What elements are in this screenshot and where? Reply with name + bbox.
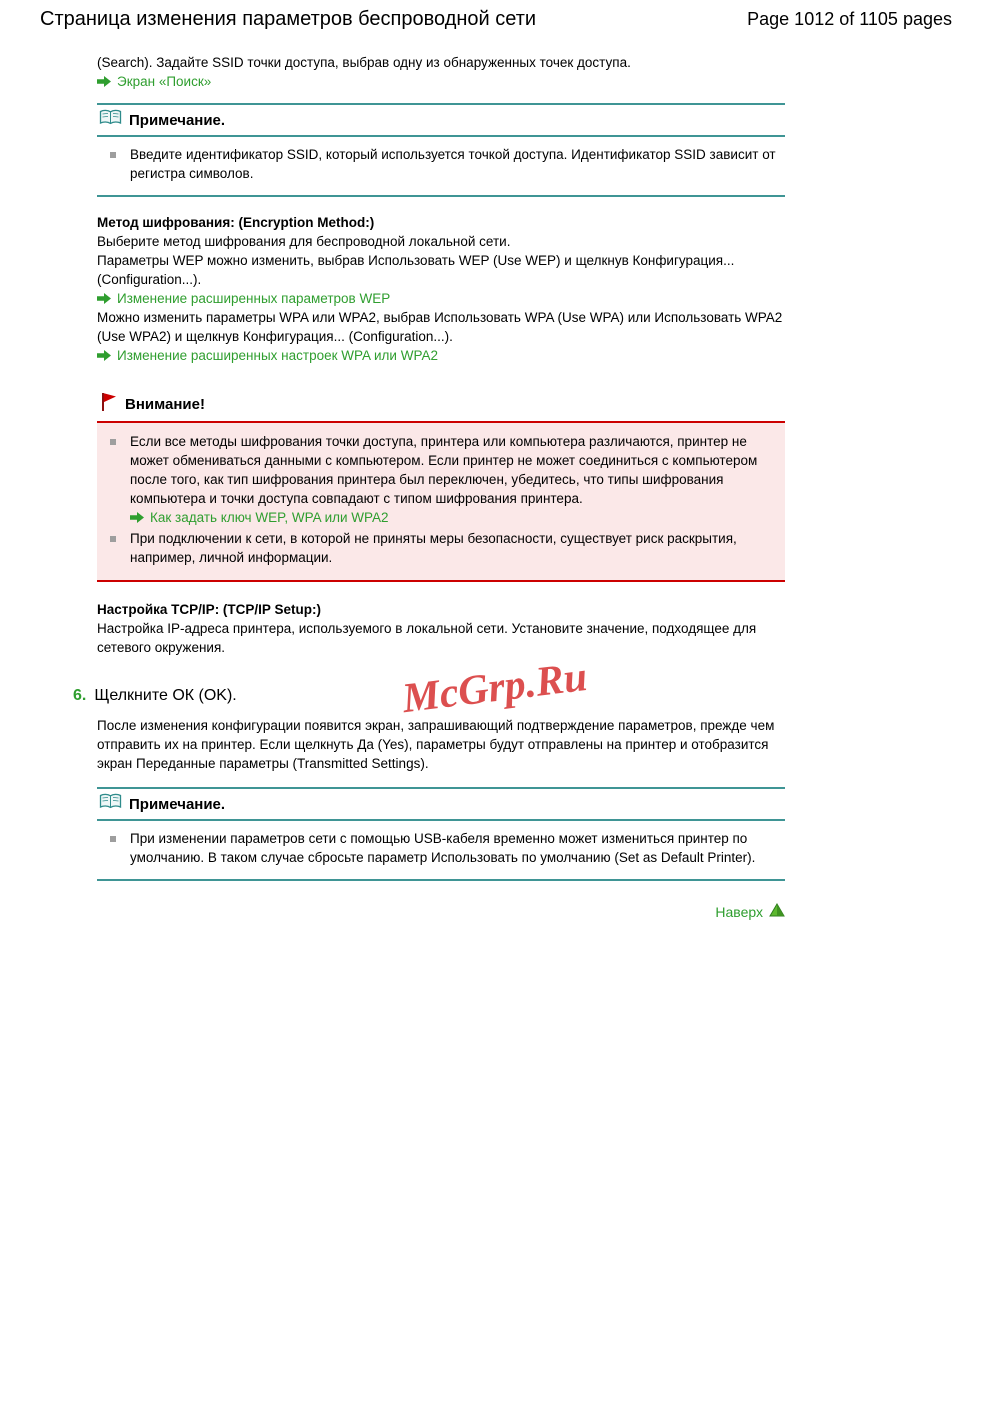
step-row bbox=[73, 685, 785, 707]
note-rule-bottom bbox=[97, 195, 785, 197]
link-label: Экран «Поиск» bbox=[117, 74, 212, 89]
step-paragraph: После изменения конфигурации появится экран, запрашивающий подтверждение параметров, прежде чем отправить их на принтер. Если щелкнуть Да (Yes), параметры будут отправлены на принтер и отобразится экран Переданные параметры (Transmitted Settings). bbox=[97, 718, 775, 771]
note-title: Примечание. bbox=[129, 795, 226, 813]
link-label: Как задать ключ WEP, WPA или WPA2 bbox=[150, 510, 389, 525]
step-number: 6. bbox=[73, 687, 87, 704]
tcpip-section bbox=[97, 600, 785, 657]
warning-title-row bbox=[97, 389, 785, 421]
note-title: Примечание. bbox=[129, 111, 226, 129]
note-list bbox=[97, 821, 785, 879]
warning-list bbox=[97, 423, 785, 580]
watermark: McGrp.Ru bbox=[399, 653, 590, 723]
back-to-top-icon bbox=[769, 903, 785, 922]
link-arrow-icon bbox=[97, 350, 111, 361]
note-item: Введите идентификатор SSID, который используется точкой доступа. Идентификатор SSID зависит от регистра символов. bbox=[97, 145, 785, 183]
warning-rule-bottom bbox=[97, 580, 785, 582]
note-book-icon bbox=[99, 109, 122, 131]
intro-section bbox=[97, 53, 785, 91]
back-to-top-label: Наверх bbox=[715, 904, 763, 920]
warning-body bbox=[97, 423, 785, 580]
encryption-paragraph: Можно изменить параметры WPA или WPA2, выбрав Использовать WPA (Use WPA) или Использовать WPA2 (Use WPA2) и щелкнув Конфигурация... (Configuration...). bbox=[97, 310, 783, 344]
note-book-icon bbox=[99, 793, 122, 815]
warning-block bbox=[97, 389, 785, 582]
step-section bbox=[73, 685, 785, 773]
wpa-advanced-link[interactable] bbox=[97, 346, 785, 365]
link-arrow-icon bbox=[130, 512, 144, 523]
link-label: Изменение расширенных настроек WPA или WPA2 bbox=[117, 348, 438, 363]
back-to-top-row bbox=[97, 903, 785, 922]
warning-item-text: Если все методы шифрования точки доступа, принтера или компьютера различаются, принтер не может обмениваться данными с компьютером. Если принтер не может соединиться с компьютером после того, как тип шифрования принтера был переключен, убедитесь, что типы шифрования компьютера и точки доступа совпадают с типом шифрования принтера. bbox=[130, 434, 758, 506]
link-arrow-icon bbox=[97, 76, 111, 87]
page-header bbox=[0, 0, 1000, 31]
page-number: Page 1012 of 1105 pages bbox=[747, 9, 952, 29]
key-setup-link[interactable] bbox=[130, 508, 775, 527]
encryption-paragraph: Параметры WEP можно изменить, выбрав Использовать WEP (Use WEP) и щелкнув Конфигурация... (Configuration...). bbox=[97, 253, 735, 287]
note-rule-bottom bbox=[97, 879, 785, 881]
note-item: При изменении параметров сети с помощью USB-кабеля временно может измениться принтер по умолчанию. В таком случае сбросьте параметр Использовать по умолчанию (Set as Default Printer). bbox=[97, 829, 785, 867]
warning-title: Внимание! bbox=[125, 395, 205, 413]
tcpip-paragraph: Настройка IP-адреса принтера, используемого в локальной сети. Установите значение, подходящее для сетевого окружения. bbox=[97, 621, 757, 655]
note-block bbox=[97, 103, 785, 197]
note-block bbox=[97, 787, 785, 881]
warning-flag-icon bbox=[99, 391, 119, 417]
wep-advanced-link[interactable] bbox=[97, 289, 785, 308]
screen-search-link[interactable] bbox=[97, 72, 785, 91]
warning-item bbox=[97, 432, 775, 527]
warning-item: При подключении к сети, в которой не приняты меры безопасности, существует риск раскрытия, например, личной информации. bbox=[97, 529, 775, 567]
step-title: Щелкните ОК (OK). bbox=[94, 687, 237, 704]
back-to-top-link[interactable] bbox=[715, 903, 785, 922]
encryption-section bbox=[97, 213, 785, 365]
note-title-row bbox=[97, 789, 785, 819]
tcpip-heading: Настройка TCP/IP: (TCP/IP Setup:) bbox=[97, 602, 321, 617]
encryption-heading: Метод шифрования: (Encryption Method:) bbox=[97, 215, 375, 230]
note-title-row bbox=[97, 105, 785, 135]
page-title: Страница изменения параметров беспроводной сети bbox=[40, 8, 537, 30]
content bbox=[73, 53, 785, 922]
intro-text: (Search). Задайте SSID точки доступа, выбрав одну из обнаруженных точек доступа. bbox=[97, 55, 631, 70]
note-list bbox=[97, 137, 785, 195]
link-label: Изменение расширенных параметров WEP bbox=[117, 291, 391, 306]
link-arrow-icon bbox=[97, 293, 111, 304]
encryption-paragraph: Выберите метод шифрования для беспроводной локальной сети. bbox=[97, 234, 511, 249]
